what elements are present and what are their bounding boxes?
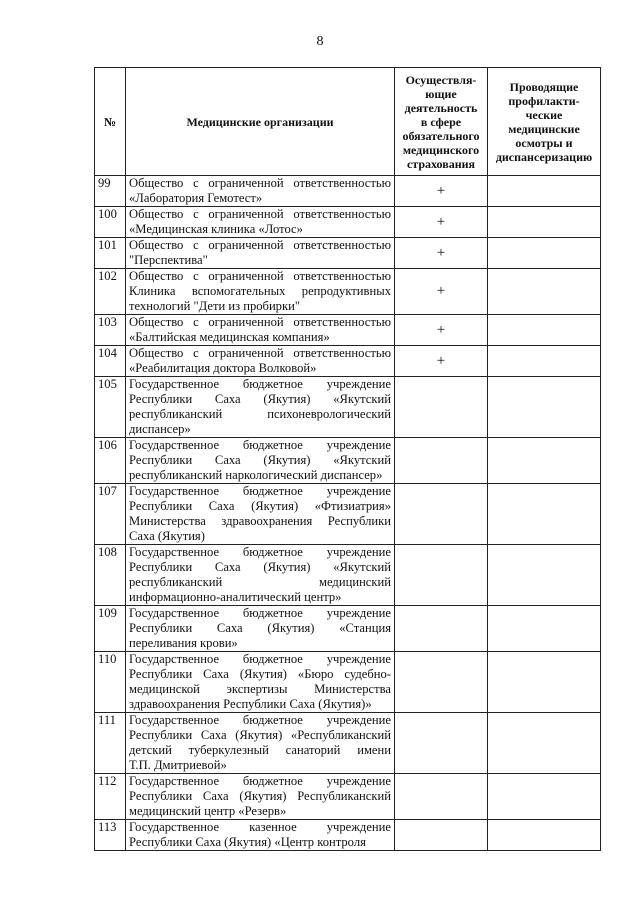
organization-name-line: информационно-аналитический центр» bbox=[129, 590, 342, 604]
organization-name bbox=[126, 269, 395, 315]
table-row bbox=[95, 774, 601, 820]
organization-name-line: Республики Саха (Якутия) «Якутский bbox=[129, 392, 391, 406]
row-number: 103 bbox=[95, 315, 126, 346]
table-header-row bbox=[95, 68, 601, 176]
table-row bbox=[95, 820, 601, 851]
row-number: 105 bbox=[95, 377, 126, 438]
organization-name-line: Государственное бюджетное учреждение bbox=[129, 438, 391, 452]
organization-name-line: республиканский медицинский bbox=[129, 575, 391, 589]
organization-name-line: Общество с ограниченной ответственностью bbox=[129, 346, 391, 360]
table-row bbox=[95, 315, 601, 346]
table-row bbox=[95, 652, 601, 713]
organization-name bbox=[126, 774, 395, 820]
organization-name-line: Общество с ограниченной ответственностью bbox=[129, 176, 391, 190]
organization-name-line: «Лаборатория Гемотест» bbox=[129, 191, 263, 205]
oms-mark bbox=[395, 484, 488, 545]
preventive-mark bbox=[488, 176, 601, 207]
row-number: 100 bbox=[95, 207, 126, 238]
organization-name-line: здравоохранения Республики Саха (Якутия)» bbox=[129, 697, 372, 711]
oms-mark: + bbox=[395, 269, 488, 315]
table-row bbox=[95, 346, 601, 377]
organization-name-line: Государственное бюджетное учреждение bbox=[129, 606, 391, 620]
organization-name-line: технологий "Дети из пробирки" bbox=[129, 299, 300, 313]
oms-mark bbox=[395, 713, 488, 774]
table-row bbox=[95, 606, 601, 652]
organization-name-line: переливания крови» bbox=[129, 636, 238, 650]
organization-name-line: Общество с ограниченной ответственностью bbox=[129, 207, 391, 221]
organization-name-line: Республики Саха (Якутия) «Республиканский bbox=[129, 728, 391, 742]
preventive-mark bbox=[488, 545, 601, 606]
oms-mark bbox=[395, 545, 488, 606]
organization-name-line: Государственное бюджетное учреждение bbox=[129, 713, 391, 727]
organization-name-line: «Медицинская клиника «Лотос» bbox=[129, 222, 303, 236]
organization-name-line: Государственное казенное учреждение bbox=[129, 820, 391, 834]
row-number: 106 bbox=[95, 438, 126, 484]
organization-name bbox=[126, 652, 395, 713]
row-number: 108 bbox=[95, 545, 126, 606]
organization-name-line: Республики Саха (Якутия) «Станция bbox=[129, 621, 391, 635]
organization-name-line: Государственное бюджетное учреждение bbox=[129, 484, 391, 498]
preventive-mark bbox=[488, 346, 601, 377]
header-number: № bbox=[95, 68, 126, 176]
oms-mark: + bbox=[395, 346, 488, 377]
organization-name bbox=[126, 238, 395, 269]
oms-mark bbox=[395, 606, 488, 652]
preventive-mark bbox=[488, 652, 601, 713]
row-number: 101 bbox=[95, 238, 126, 269]
row-number: 112 bbox=[95, 774, 126, 820]
organization-name bbox=[126, 207, 395, 238]
oms-mark: + bbox=[395, 176, 488, 207]
row-number: 113 bbox=[95, 820, 126, 851]
oms-mark bbox=[395, 652, 488, 713]
organization-name-line: Министерства здравоохранения Республики bbox=[129, 514, 391, 528]
organization-name-line: «Реабилитация доктора Волковой» bbox=[129, 361, 317, 375]
preventive-mark bbox=[488, 438, 601, 484]
table-row bbox=[95, 438, 601, 484]
organization-name-line: республиканский наркологический диспансер» bbox=[129, 468, 383, 482]
organization-name-line: Государственное бюджетное учреждение bbox=[129, 774, 391, 788]
organization-name-line: Республики Саха (Якутия) «Фтизиатрия» bbox=[129, 499, 391, 513]
organization-name bbox=[126, 820, 395, 851]
organization-name-line: Общество с ограниченной ответственностью bbox=[129, 269, 391, 283]
organization-name bbox=[126, 377, 395, 438]
organization-name-line: Республики Саха (Якутия) «Якутский bbox=[129, 453, 391, 467]
oms-mark bbox=[395, 774, 488, 820]
row-number: 107 bbox=[95, 484, 126, 545]
preventive-mark bbox=[488, 238, 601, 269]
table-row bbox=[95, 269, 601, 315]
oms-mark: + bbox=[395, 207, 488, 238]
preventive-mark bbox=[488, 484, 601, 545]
preventive-mark bbox=[488, 820, 601, 851]
organization-name-line: Т.П. Дмитриевой» bbox=[129, 758, 227, 772]
table-row bbox=[95, 545, 601, 606]
preventive-mark bbox=[488, 713, 601, 774]
header-organizations: Медицинские организации bbox=[126, 68, 395, 176]
row-number: 109 bbox=[95, 606, 126, 652]
organization-name-line: Общество с ограниченной ответственностью bbox=[129, 238, 391, 252]
organization-name bbox=[126, 606, 395, 652]
organization-name-line: Республики Саха (Якутия) «Центр контроля bbox=[129, 835, 366, 849]
preventive-mark bbox=[488, 207, 601, 238]
row-number: 111 bbox=[95, 713, 126, 774]
oms-mark bbox=[395, 820, 488, 851]
preventive-mark bbox=[488, 315, 601, 346]
organization-name-line: "Перспектива" bbox=[129, 253, 208, 267]
oms-mark bbox=[395, 377, 488, 438]
organization-name-line: Саха (Якутия) bbox=[129, 529, 205, 543]
organization-name-line: Республики Саха (Якутия) «Якутский bbox=[129, 560, 391, 574]
organization-name-line: Республики Саха (Якутия) Республиканский bbox=[129, 789, 391, 803]
organization-name-line: детский туберкулезный санаторий имени bbox=[129, 743, 391, 757]
preventive-mark bbox=[488, 377, 601, 438]
organization-name-line: медицинский центр «Резерв» bbox=[129, 804, 287, 818]
table-row bbox=[95, 176, 601, 207]
row-number: 104 bbox=[95, 346, 126, 377]
organization-name-line: республиканский психоневрологический bbox=[129, 407, 391, 421]
preventive-mark bbox=[488, 606, 601, 652]
header-preventive: Проводящие профилакти- ческие медицинские осмотры и диспансеризацию bbox=[488, 68, 601, 176]
table-row bbox=[95, 484, 601, 545]
oms-mark: + bbox=[395, 238, 488, 269]
medical-organizations-table bbox=[94, 67, 601, 851]
row-number: 102 bbox=[95, 269, 126, 315]
organization-name bbox=[126, 484, 395, 545]
preventive-mark bbox=[488, 269, 601, 315]
organization-name-line: Общество с ограниченной ответственностью bbox=[129, 315, 391, 329]
header-oms: Осуществля- ющие деятельность в сфере обязательного медицинского страхования bbox=[395, 68, 488, 176]
organization-name bbox=[126, 176, 395, 207]
organization-name bbox=[126, 346, 395, 377]
organization-name-line: «Балтийская медицинская компания» bbox=[129, 330, 330, 344]
row-number: 99 bbox=[95, 176, 126, 207]
organization-name-line: Государственное бюджетное учреждение bbox=[129, 377, 391, 391]
table-row bbox=[95, 377, 601, 438]
organization-name bbox=[126, 438, 395, 484]
organization-name-line: Государственное бюджетное учреждение bbox=[129, 545, 391, 559]
oms-mark bbox=[395, 438, 488, 484]
table-row bbox=[95, 207, 601, 238]
oms-mark: + bbox=[395, 315, 488, 346]
organization-name-line: медицинской экспертизы Министерства bbox=[129, 682, 391, 696]
organization-name-line: диспансер» bbox=[129, 422, 191, 436]
organization-name bbox=[126, 713, 395, 774]
organization-name-line: Государственное бюджетное учреждение bbox=[129, 652, 391, 666]
organization-name-line: Клиника вспомогательных репродуктивных bbox=[129, 284, 391, 298]
row-number: 110 bbox=[95, 652, 126, 713]
organization-name bbox=[126, 315, 395, 346]
page-number: 8 bbox=[316, 34, 324, 49]
organization-name-line: Республики Саха (Якутия) «Бюро судебно- bbox=[129, 667, 391, 681]
preventive-mark bbox=[488, 774, 601, 820]
table-row bbox=[95, 713, 601, 774]
organization-name bbox=[126, 545, 395, 606]
table-row bbox=[95, 238, 601, 269]
